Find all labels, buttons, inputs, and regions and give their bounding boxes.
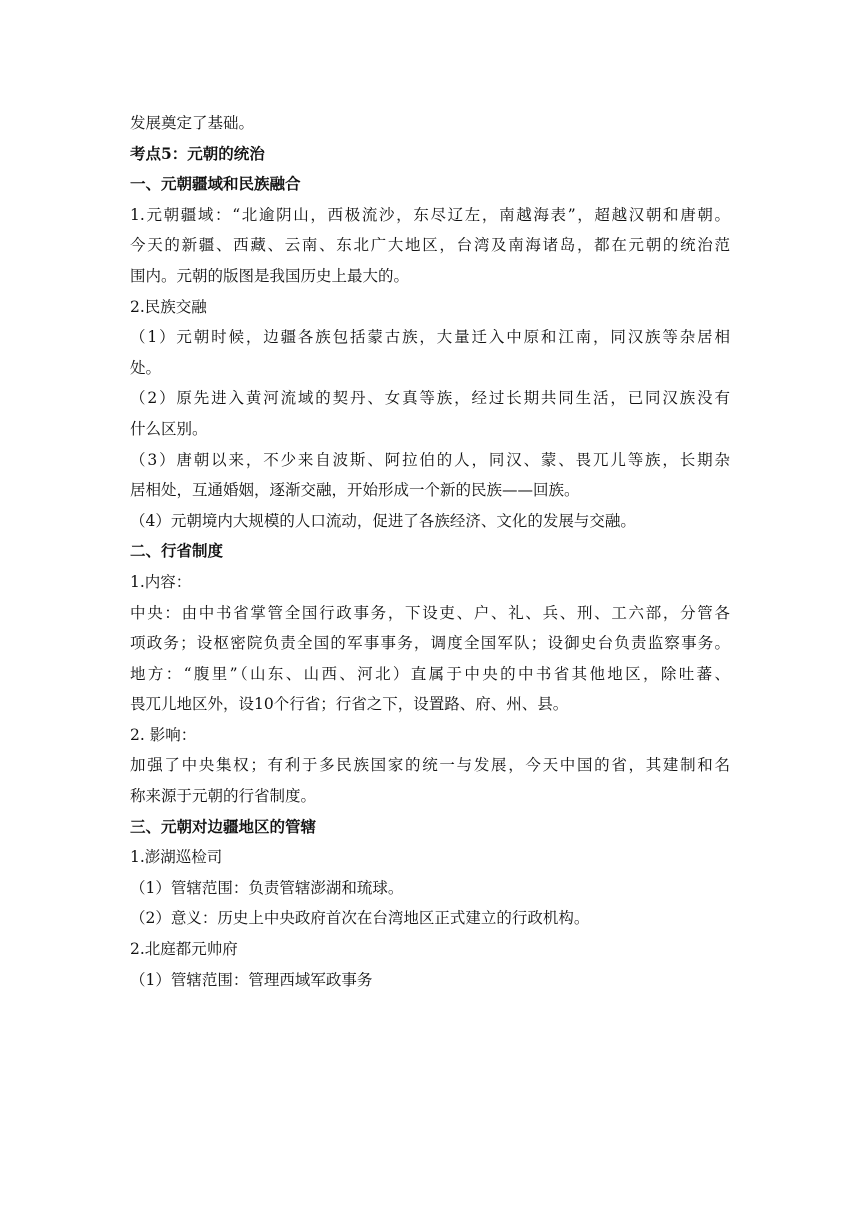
text-line: 2. 影响：	[130, 725, 197, 744]
text-line: 地方：“腹里”（山东、山西、河北）直属于中央的中书省其他地区，除吐蕃、	[130, 664, 730, 683]
text-line: 1.澎湖巡检司	[130, 848, 223, 867]
text-line: 处。	[130, 358, 162, 377]
text-line: （1）管辖范围：管理西域军政事务	[130, 970, 373, 989]
text-line: 1.内容：	[130, 572, 192, 591]
text-line: （1）管辖范围：负责管辖澎湖和琉球。	[130, 878, 404, 897]
document-body	[130, 108, 730, 995]
text-line: 2.北庭都元帅府	[130, 940, 238, 959]
section-heading: 考点5：元朝的统治	[130, 143, 265, 163]
section-heading: 三、元朝对边疆地区的管辖	[130, 816, 317, 836]
text-line: （2）意义：历史上中央政府首次在台湾地区正式建立的行政机构。	[130, 909, 590, 928]
text-line: 2.民族交融	[130, 297, 207, 316]
text-line: （4）元朝境内大规模的人口流动，促进了各族经济、文化的发展与交融。	[130, 511, 636, 530]
text-line: 中央：由中书省掌管全国行政事务，下设吏、户、礼、兵、刑、工六部，分管各	[130, 603, 730, 622]
text-line: 围内。元朝的版图是我国历史上最大的。	[130, 266, 410, 285]
text-line: 什么区别。	[130, 419, 208, 438]
text-line: （3）唐朝以来，不少来自波斯、阿拉伯的人，同汉、蒙、畏兀儿等族，长期杂	[130, 450, 730, 469]
text-line: 今天的新疆、西藏、云南、东北广大地区，台湾及南海诸岛，都在元朝的统治范	[130, 236, 730, 255]
text-line: 项政务；设枢密院负责全国的军事事务，调度全国军队；设御史台负责监察事务。	[130, 634, 730, 653]
section-heading: 一、元朝疆域和民族融合	[130, 174, 301, 194]
text-line: 1.元朝疆域：“北逾阴山，西极流沙，东尽辽左，南越海表”，超越汉朝和唐朝。	[130, 205, 730, 224]
section-heading: 二、行省制度	[130, 541, 224, 561]
text-line: 畏兀儿地区外，设10个行省；行省之下，设置路、府、州、县。	[130, 695, 569, 714]
text-line: 称来源于元朝的行省制度。	[130, 787, 317, 806]
text-line: （1）元朝时候，边疆各族包括蒙古族，大量迁入中原和江南，同汉族等杂居相	[130, 328, 730, 347]
text-line: 发展奠定了基础。	[130, 114, 255, 132]
text-line: 居相处，互通婚姻，逐渐交融，开始形成一个新的民族——回族。	[130, 481, 580, 500]
text-line: （2）原先进入黄河流域的契丹、女真等族，经过长期共同生活，已同汉族没有	[130, 389, 730, 408]
text-line: 加强了中央集权；有利于多民族国家的统一与发展，今天中国的省，其建制和名	[130, 756, 730, 775]
